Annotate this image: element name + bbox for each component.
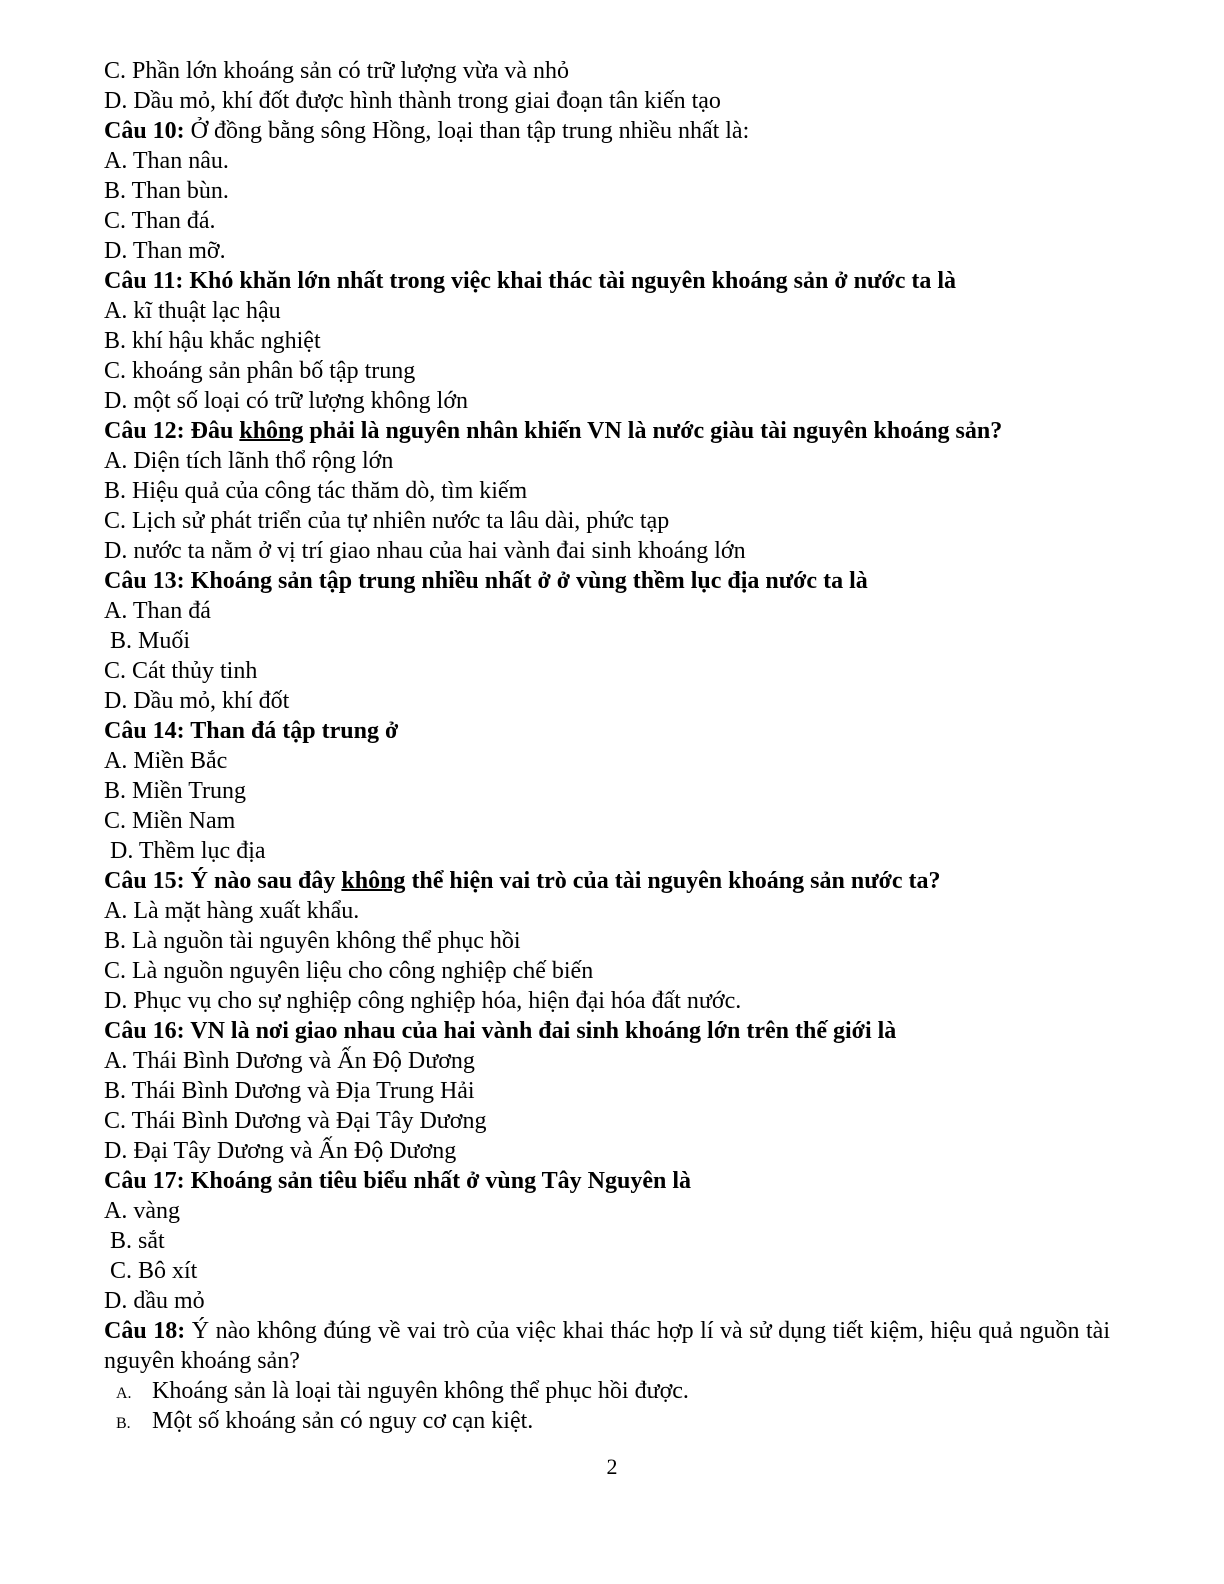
- option-line: C. Là nguồn nguyên liệu cho công nghiệp chế biến: [104, 958, 594, 984]
- option-line: A. Là mặt hàng xuất khẩu.: [104, 898, 360, 924]
- question-15: [104, 866, 1116, 896]
- option-line: B. Là nguồn tài nguyên không thể phục hồi: [104, 928, 521, 954]
- page-content: [104, 56, 1116, 1436]
- question-10: [104, 116, 1116, 146]
- option-line: C. Miền Nam: [104, 808, 236, 834]
- question-number: Câu 18:: [104, 1318, 186, 1344]
- question-text: Câu 12: Đâu: [104, 418, 240, 444]
- option-line: A. Than nâu.: [104, 148, 229, 174]
- question-text: Câu 15: Ý nào sau đây: [104, 868, 342, 894]
- option-line: D. Dầu mỏ, khí đốt được hình thành trong giai đoạn tân kiến tạo: [104, 88, 721, 114]
- list-item: [104, 1406, 1116, 1436]
- option-line: B. khí hậu khắc nghiệt: [104, 328, 321, 354]
- option-line: C. Cát thủy tinh: [104, 658, 258, 684]
- option-line: A. Thái Bình Dương và Ấn Độ Dương: [104, 1048, 475, 1074]
- option-line: D. dầu mỏ: [104, 1288, 205, 1314]
- question-number: Câu 10:: [104, 118, 185, 144]
- option-line: B. Hiệu quả của công tác thăm dò, tìm kiếm: [104, 478, 528, 504]
- question-13: Câu 13: Khoáng sản tập trung nhiều nhất ở ở vùng thềm lục địa nước ta là: [104, 568, 868, 594]
- option-line: D. Dầu mỏ, khí đốt: [104, 688, 290, 714]
- option-line: B. Muối: [110, 628, 191, 654]
- option-line: D. nước ta nằm ở vị trí giao nhau của hai vành đai sinh khoáng lớn: [104, 538, 746, 564]
- option-line: D. Phục vụ cho sự nghiệp công nghiệp hóa, hiện đại hóa đất nước.: [104, 988, 742, 1014]
- option-line: C. Than đá.: [104, 208, 216, 234]
- question-text: thể hiện vai trò của tài nguyên khoáng sản nước ta?: [405, 868, 941, 894]
- question-12: [104, 416, 1116, 446]
- option-line: A. Than đá: [104, 598, 211, 624]
- page-number: 2: [606, 1454, 618, 1479]
- option-line: C. Lịch sử phát triển của tự nhiên nước ta lâu dài, phức tạp: [104, 508, 670, 534]
- emphasis-word: không: [239, 418, 304, 444]
- option-line: B. Thái Bình Dương và Địa Trung Hải: [104, 1078, 475, 1104]
- option-line: A. Diện tích lãnh thổ rộng lớn: [104, 448, 394, 474]
- question-11: Câu 11: Khó khăn lớn nhất trong việc khai thác tài nguyên khoáng sản ở nước ta là: [104, 268, 957, 294]
- option-line: A. vàng: [104, 1198, 180, 1224]
- question-18: [104, 1316, 1110, 1376]
- option-line: B. sắt: [110, 1228, 165, 1254]
- option-line: A. Miền Bắc: [104, 748, 228, 774]
- option-line: A. kĩ thuật lạc hậu: [104, 298, 281, 324]
- option-line: C. khoáng sản phân bố tập trung: [104, 358, 416, 384]
- question-14: Câu 14: Than đá tập trung ở: [104, 718, 399, 744]
- question-text: Ý nào không đúng về vai trò của việc khai thác hợp lí và sử dụng tiết kiệm, hiệu quả nguồn tài nguyên khoáng sản?: [104, 1318, 1110, 1374]
- question-17: Câu 17: Khoáng sản tiêu biểu nhất ở vùng Tây Nguyên là: [104, 1168, 691, 1194]
- option-line: C. Bô xít: [110, 1258, 198, 1284]
- question-text: phải là nguyên nhân khiến VN là nước giàu tài nguyên khoáng sản?: [303, 418, 1003, 444]
- list-item: [104, 1376, 1116, 1406]
- option-line: B. Miền Trung: [104, 778, 247, 804]
- question-text: Ở đồng bằng sông Hồng, loại than tập trung nhiều nhất là:: [184, 118, 750, 144]
- list-item-text: Khoáng sản là loại tài nguyên không thể phục hồi được.: [152, 1378, 689, 1404]
- option-line: D. Thềm lục địa: [110, 838, 266, 864]
- option-line: D. Đại Tây Dương và Ấn Độ Dương: [104, 1138, 457, 1164]
- option-line: D. Than mỡ.: [104, 238, 226, 264]
- list-marker: B.: [116, 1415, 131, 1432]
- option-line: B. Than bùn.: [104, 178, 229, 204]
- option-line: D. một số loại có trữ lượng không lớn: [104, 388, 469, 414]
- option-line: C. Phần lớn khoáng sản có trữ lượng vừa và nhỏ: [104, 58, 570, 84]
- list-marker: A.: [116, 1385, 132, 1402]
- list-item-text: Một số khoáng sản có nguy cơ cạn kiệt.: [152, 1408, 534, 1434]
- emphasis-word: không: [341, 868, 406, 894]
- question-16: Câu 16: VN là nơi giao nhau của hai vành đai sinh khoáng lớn trên thế giới là: [104, 1018, 897, 1044]
- option-line: C. Thái Bình Dương và Đại Tây Dương: [104, 1108, 487, 1134]
